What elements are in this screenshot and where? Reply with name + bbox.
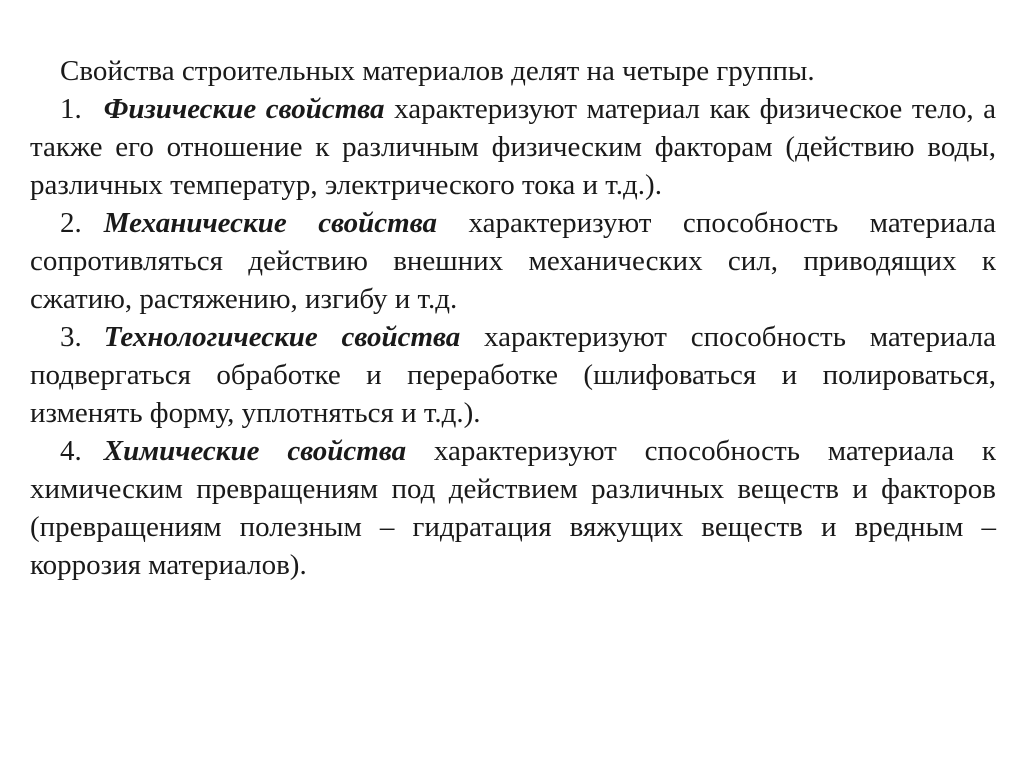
item-text: характеризуют способность материала подвергаться обработке и переработке (шлифоваться и полироваться, изменять форму, уплотняться и т.д.). xyxy=(30,321,997,429)
document-page xyxy=(30,52,996,584)
property-item-chemical xyxy=(30,432,996,584)
item-number: 4. xyxy=(60,435,82,467)
item-number: 3. xyxy=(60,321,82,353)
property-item-physical xyxy=(30,90,996,204)
item-term: Технологические свойства xyxy=(103,321,461,353)
item-text: характеризуют материал как физическое тело, а также его отношение к различным физическим факторам (действию воды, различных температур, электрического тока и т.д.). xyxy=(30,93,996,201)
item-number: 1. xyxy=(60,93,82,125)
property-item-technological xyxy=(30,318,996,432)
property-item-mechanical xyxy=(30,204,996,318)
item-text: характеризуют способность материала сопротивляться действию внешних механических сил, приводящих к сжатию, растяжению, изгибу и т.д. xyxy=(30,207,996,315)
item-text: характеризуют способность материала к химическим превращениям под действием различных веществ и факторов (превращениям полезным – гидратация вяжущих веществ и вредным – коррозия материалов). xyxy=(30,435,996,581)
item-term: Механические свойства xyxy=(103,207,437,239)
item-term: Химические свойства xyxy=(103,435,407,467)
item-number: 2. xyxy=(60,207,82,239)
intro-paragraph: Свойства строительных материалов делят на четыре группы. xyxy=(60,55,815,87)
item-term: Физические свойства xyxy=(103,93,385,125)
